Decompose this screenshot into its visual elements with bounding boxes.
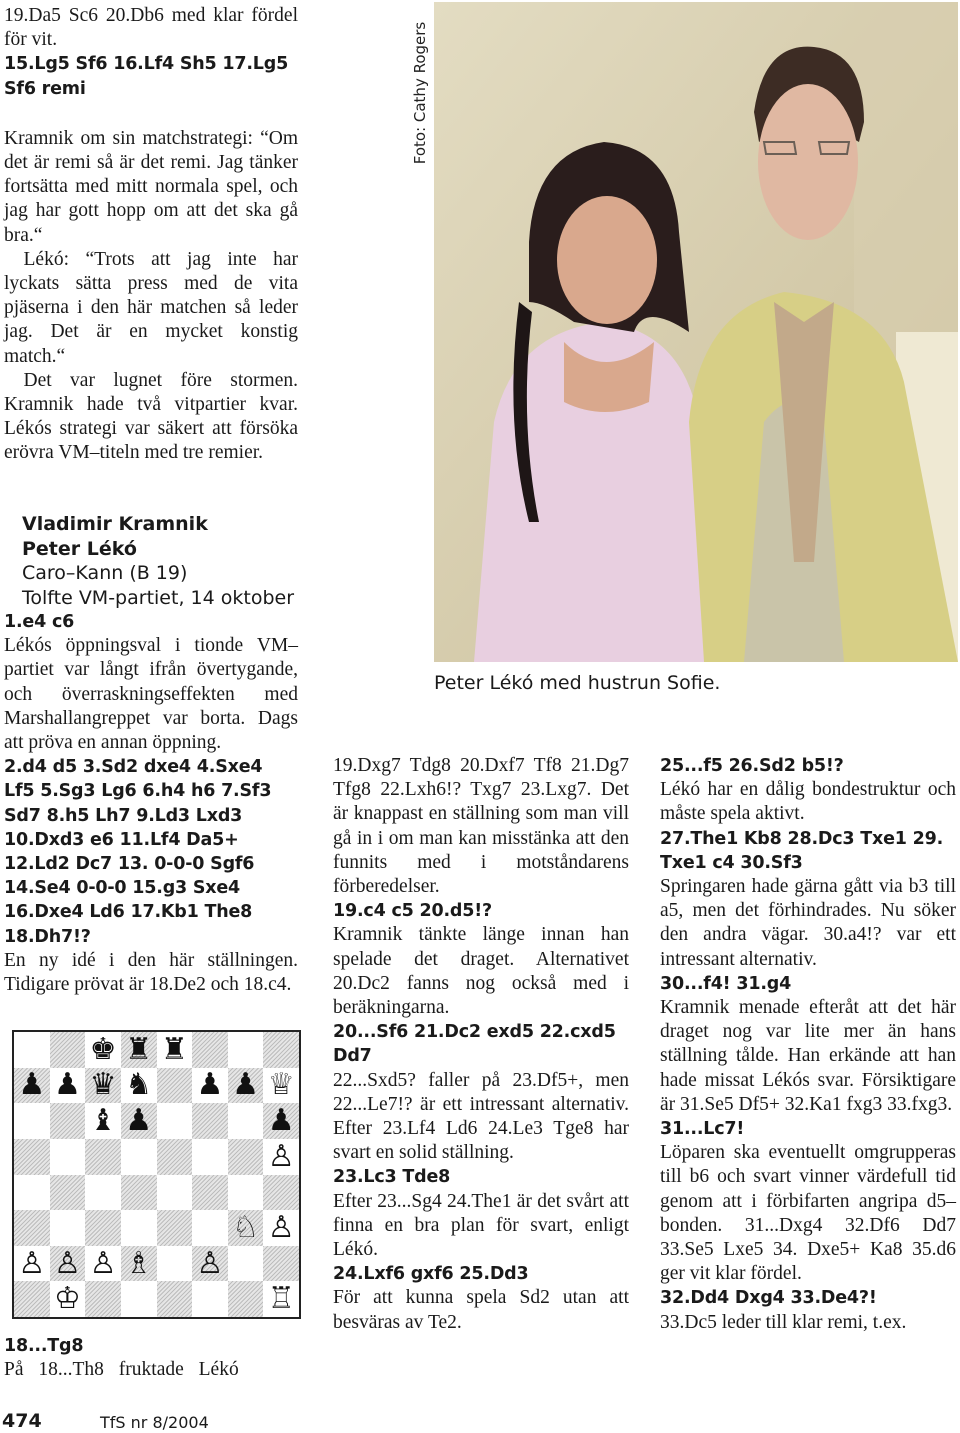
board-square: ♖ [263, 1281, 299, 1317]
board-square [85, 1139, 121, 1175]
move-line: 27.The1 Kb8 28.Dc3 Txe1 29. Txe1 c4 30.Sf3 [660, 828, 944, 873]
paragraph: Lékó: “Trots att jag inte har lyckats sätta press med de vita pjäserna i den här matchen så leder jag. Det är en mycket konstig match.“ [4, 248, 298, 367]
board-square [14, 1139, 50, 1175]
move-line: 30...f4! 31.g4 [660, 973, 792, 994]
board-square [192, 1281, 228, 1317]
board-square [14, 1281, 50, 1317]
move-line: 31...Lc7! [660, 1119, 745, 1140]
board-square [157, 1103, 193, 1139]
board-square: ♛ [85, 1068, 121, 1104]
paragraph: Lékó har en dålig bondestruktur och måste spela aktivt. [660, 779, 956, 825]
board-square [228, 1139, 264, 1175]
board-square [228, 1246, 264, 1282]
move-line: 1.e4 c6 [4, 612, 75, 632]
board-square [228, 1103, 264, 1139]
board-square [263, 1246, 299, 1282]
board-square: ♟ [263, 1103, 299, 1139]
photo-caption: Peter Lékó med hustrun Sofie. [434, 672, 721, 694]
board-square [157, 1175, 193, 1211]
board-square [192, 1032, 228, 1068]
move-line: 18...Tg8 [4, 1336, 84, 1356]
board-square: ♘ [228, 1210, 264, 1246]
photo [434, 2, 958, 662]
paragraph: Lékós öppningsval i tionde VM–partiet var långt ifrån övertygande, och överraskningseffekten med Marshallangreppet var borta. Dags att pröva en annan öppning. [4, 635, 298, 754]
board-square: ♟ [121, 1103, 157, 1139]
paragraph: Det var lugnet före stormen. Kramnik hade två vitpartier kvar. Lékós strategi var säkert att försöka erövra VM–titeln med tre remier. [4, 369, 298, 464]
board-square [50, 1210, 86, 1246]
paragraph: Kramnik om sin matchstrategi: “Om det är remi så är det remi. Jag tänker fortsätta med mitt normala spel, och jag har gott hopp om att det ska gå bra.“ [4, 127, 298, 246]
board-square [263, 1032, 299, 1068]
board-square [157, 1068, 193, 1104]
board-square: ♟ [50, 1068, 86, 1104]
column-3 [660, 754, 956, 1335]
paragraph: 33.Dc5 leder till klar remi, t.ex. [660, 1311, 907, 1333]
board-square [228, 1032, 264, 1068]
photo-illustration [434, 2, 958, 662]
board-square [50, 1103, 86, 1139]
board-square [14, 1175, 50, 1211]
board-square [50, 1139, 86, 1175]
board-square: ♟ [14, 1068, 50, 1104]
move-line: 2.d4 d5 3.Sd2 dxe4 4.Sxe4 Lf5 5.Sg3 Lg6 6.h4 h6 7.Sf3 Sd7 8.h5 Lh7 9.Ld3 Lxd3 10.Dxd3 e6 11.Lf4 Da5+ 12.Ld2 Dc7 13. 0-0-0 Sgf6 14.Se4 0-0-0 15.g3 Sxe4 16.Dxe4 Ld6 17.Kb1 The8 18.Dh7!? [4, 757, 272, 947]
board-square [14, 1210, 50, 1246]
column-1-game [4, 610, 298, 997]
paragraph: 19.Dxg7 Tdg8 20.Dxf7 Tf8 21.Dg7 Tfg8 22.Lxh6!? Txg7 23.Lxg7. Det är knappast en ställning som man vill gå in i om man kan misstänka att den funnits med i motståndarens förberedelser. [333, 755, 629, 898]
white-player: Vladimir Kramnik [22, 513, 208, 535]
board-square: ♜ [157, 1032, 193, 1068]
move-line: 32.Dd4 Dxg4 33.De4?! [660, 1288, 877, 1309]
board-square: ♟ [228, 1068, 264, 1104]
paragraph: En ny idé i den här ställningen. Tidigare prövat är 18.De2 och 18.c4. [4, 949, 298, 996]
page-number: 474 [2, 1410, 42, 1432]
board-square [263, 1175, 299, 1211]
board-square [157, 1246, 193, 1282]
paragraph: 22...Sxd5? faller på 23.Df5+, men 22...Le7!? är ett intressant alternativ. Efter 23.Lf4 Ld6 24.Le3 Tge8 har svart en solid ställning. [333, 1069, 629, 1164]
board-square [121, 1139, 157, 1175]
column-2 [333, 754, 629, 1335]
magazine-issue: TfS nr 8/2004 [100, 1413, 209, 1432]
board-square [85, 1210, 121, 1246]
board-square [157, 1139, 193, 1175]
board-square [121, 1210, 157, 1246]
board-square [228, 1281, 264, 1317]
board-square: ♚ [85, 1032, 121, 1068]
photo-credit-text: Foto: Cathy Rogers [411, 21, 429, 165]
black-player: Peter Lékó [22, 537, 137, 560]
board-square [121, 1281, 157, 1317]
board-square [228, 1175, 264, 1211]
board-square [192, 1175, 228, 1211]
board-square: ♙ [50, 1246, 86, 1282]
board-square: ♔ [50, 1281, 86, 1317]
move-line: 25...f5 26.Sd2 b5!? [660, 756, 844, 776]
photo-credit [410, 4, 432, 204]
paragraph: Kramnik tänkte länge innan han spelade det draget. Alternativet 20.Dc2 fanns nog också med i beräkningarna. [333, 924, 629, 1019]
board-square [50, 1175, 86, 1211]
opening: Caro–Kann (B 19) [22, 562, 188, 584]
paragraph: Springaren hade gärna gått via b3 till a5, men det förhindrades. Nu söker den andra vägar. 30.a4!? var ett intressant alternativ. [660, 876, 956, 970]
move-line: 23.Lc3 Tde8 [333, 1167, 451, 1188]
paragraph: Löparen ska eventuellt omgrupperas till b6 och svart vinner värdefull tid genom att i förbifarten angripa d5–bonden. 31...Dxg4 32.Df6 Dd7 33.Se5 Lxe5 34. Dxe5+ Ka8 35.d6 ger vit klar fördel. [660, 1142, 956, 1285]
board-square: ♕ [263, 1068, 299, 1104]
game-header [22, 512, 322, 610]
paragraph: För att kunna spela Sd2 utan att besväras av Te2. [333, 1287, 629, 1333]
paragraph: 19.Da5 Sc6 20.Db6 med klar fördel för vit. [4, 5, 298, 51]
board-square: ♗ [121, 1246, 157, 1282]
move-line: 20...Sf6 21.Dc2 exd5 22.cxd5 Dd7 [333, 1022, 616, 1067]
board-square [14, 1032, 50, 1068]
board-square: ♙ [192, 1246, 228, 1282]
move-line: 19.c4 c5 20.d5!? [333, 901, 492, 922]
board-square: ♙ [85, 1246, 121, 1282]
board-square [121, 1175, 157, 1211]
board-square: ♙ [263, 1139, 299, 1175]
board-square [85, 1175, 121, 1211]
board-square [157, 1281, 193, 1317]
move-line: 15.Lg5 Sf6 16.Lf4 Sh5 17.Lg5 Sf6 remi [4, 54, 289, 99]
board-square [85, 1281, 121, 1317]
board-square [157, 1210, 193, 1246]
event: Tolfte VM-partiet, 14 oktober [22, 586, 295, 609]
board-square: ♙ [263, 1210, 299, 1246]
board-square [192, 1210, 228, 1246]
column-1-top [4, 4, 298, 466]
board-square: ♝ [85, 1103, 121, 1139]
board-square [50, 1032, 86, 1068]
board-square [14, 1103, 50, 1139]
chess-diagram [12, 1030, 301, 1319]
board-square [192, 1139, 228, 1175]
board-square: ♜ [121, 1032, 157, 1068]
column-1-bottom [4, 1334, 298, 1382]
paragraph: Kramnik menade efteråt att det här draget nog var lite mer än hans ställning tålde. Han erkände att han hade missat Lékós svar. Försiktigare är 31.Se5 Df5+ 32.Ka1 fxg3 33.fxg3. [660, 997, 956, 1115]
board-square: ♞ [121, 1068, 157, 1104]
paragraph: På 18...Th8 fruktade Lékó [4, 1359, 239, 1381]
board-square: ♟ [192, 1068, 228, 1104]
move-line: 24.Lxf6 gxf6 25.Dd3 [333, 1264, 529, 1285]
board-square [192, 1103, 228, 1139]
board-square: ♙ [14, 1246, 50, 1282]
paragraph: Efter 23...Sg4 24.The1 är det svårt att finna en bra plan för svart, enligt Lékó. [333, 1190, 629, 1261]
